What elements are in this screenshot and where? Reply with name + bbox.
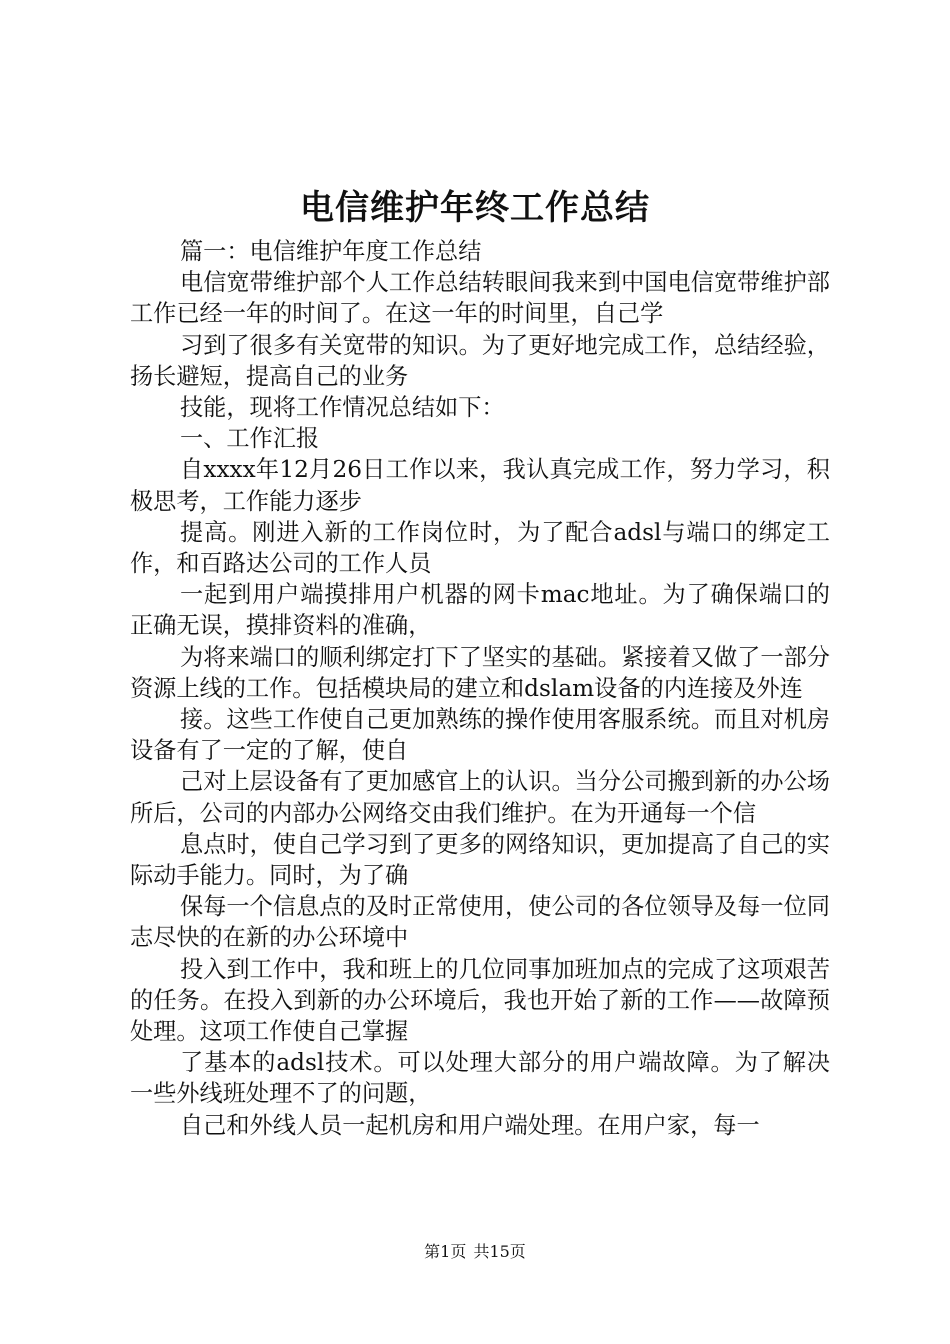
paragraph: 电信宽带维护部个人工作总结转眼间我来到中国电信宽带维护部工作已经一年的时间了。在这一年的时间里，自己学 [130,269,830,328]
page-number-footer: 第1页 共15页 [424,1242,526,1261]
paragraph: 投入到工作中，我和班上的几位同事加班加点的完成了这项艰苦的任务。在投入到新的办公环境后，我也开始了新的工作——故障预处理。这项工作使自己掌握 [130,955,830,1046]
paragraph: 息点时，使自己学习到了更多的网络知识，更加提高了自己的实际动手能力。同时，为了确 [130,830,830,890]
paragraph: 一起到用户端摸排用户机器的网卡mac地址。为了确保端口的正确无误，摸排资料的准确， [130,581,830,640]
paragraph: 了基本的adsl技术。可以处理大部分的用户端故障。为了解决一些外线班处理不了的问题， [130,1049,830,1108]
paragraph: 篇一：电信维护年度工作总结 [180,238,482,265]
paragraph: 习到了很多有关宽带的知识。为了更好地完成工作，总结经验，扬长避短，提高自己的业务 [130,331,830,390]
paragraph: 技能，现将工作情况总结如下： [180,394,505,422]
paragraph: 自xxxx年12月26日工作以来，我认真完成工作，努力学习，积极思考，工作能力逐步 [130,456,830,515]
paragraph: 自己和外线人员一起机房和用户端处理。在用户家，每一 [180,1111,760,1139]
document-title: 电信维护年终工作总结 [300,188,650,228]
document-body [130,236,830,1141]
paragraph: 为将来端口的顺利绑定打下了坚实的基础。紧接着又做了一部分资源上线的工作。包括模块局的建立和dslam设备的内连接及外连 [130,643,830,702]
paragraph: 保每一个信息点的及时正常使用，使公司的各位领导及每一位同志尽快的在新的办公环境中 [130,893,830,952]
paragraph: 己对上层设备有了更加感官上的认识。当分公司搬到新的办公场所后，公司的内部办公网络交由我们维护。在为开通每一个信 [130,768,830,827]
paragraph: 接。这些工作使自己更加熟练的操作使用客服系统。而且对机房设备有了一定的了解，使自 [130,706,830,765]
section-heading: 一、工作汇报 [180,425,320,453]
paragraph: 提高。刚进入新的工作岗位时，为了配合adsl与端口的绑定工作，和百路达公司的工作人员 [130,518,830,578]
